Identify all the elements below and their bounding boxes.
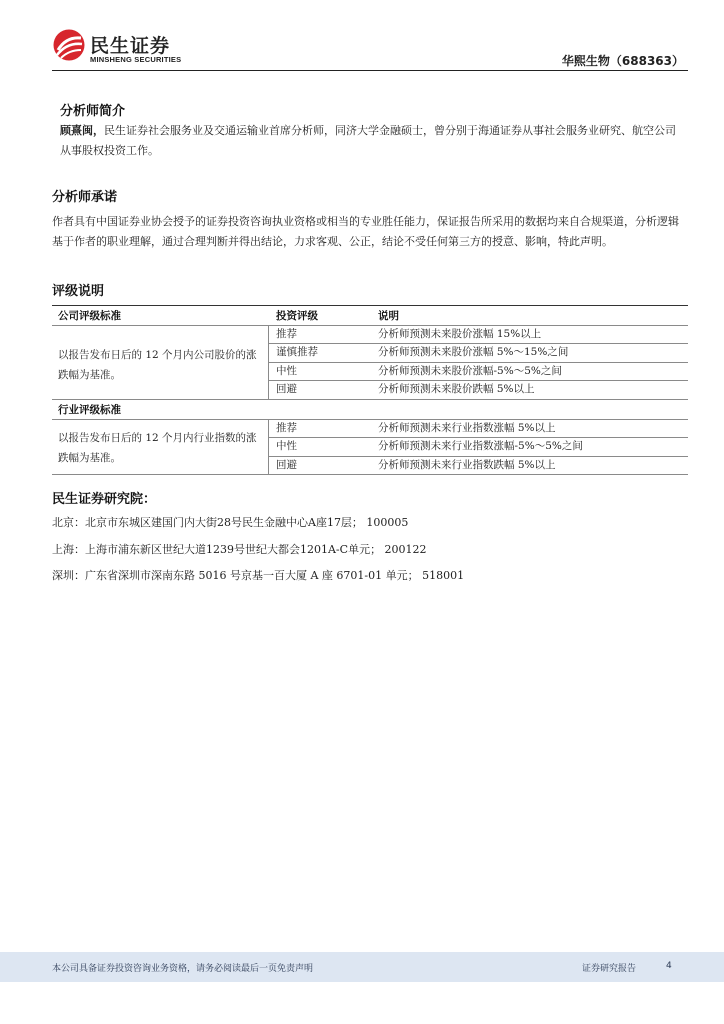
table-rule: [52, 325, 688, 326]
company-ticker: 华熙生物（688363）: [561, 54, 684, 68]
footer-doc-type: 证券研究报告: [582, 964, 637, 974]
address-beijing: 北京：北京市东城区建国门内大街28号民生金融中心A座17层； 100005: [52, 516, 409, 529]
industry-std-header: 行业评级标准: [58, 404, 121, 416]
table-top-border: [52, 305, 688, 306]
analyst-intro-title: 分析师简介: [60, 104, 126, 119]
institute-title: 民生证券研究院：: [52, 492, 157, 507]
commitment-text: 作者具有中国证券业协会授予的证券投资咨询执业资格或相当的专业胜任能力，保证报告所采用的数据均来自合规渠道，分析逻辑基于作者的职业理解，通过合理判断并得出结论，力求客观、公正，结论不受任何第三方的授意、影响，特此声明。: [52, 215, 679, 248]
analyst-bio-text: 民生证券社会服务业及交通运输业首席分析师，同济大学金融硕士，曾分别于海通证券从事社会服务业研究、航空公司从事股权投资工作。: [60, 124, 676, 157]
industry-rating-1: 推荐: [276, 422, 297, 434]
company-std-desc: 以报告发布日后的 12 个月内公司股价的涨跌幅为基准。: [58, 349, 257, 381]
page-number: 4: [666, 961, 672, 971]
table-rule: [52, 419, 688, 420]
company-rating-desc-3: 分析师预测未来股价涨幅-5%～5%之间: [378, 365, 562, 377]
company-std-header: 公司评级标准: [58, 310, 121, 322]
company-rating-2: 谨慎推荐: [276, 346, 318, 358]
analyst-bio: [60, 121, 682, 161]
analyst-name: 顾熹闽，: [60, 124, 104, 137]
invest-rating-header: 投资评级: [276, 310, 318, 322]
company-rating-1: 推荐: [276, 328, 297, 340]
minsheng-logo-icon: [52, 28, 86, 62]
page-footer: [0, 952, 724, 982]
address-shanghai: 上海：上海市浦东新区世纪大道1239号世纪大都会1201A-C单元； 200122: [52, 543, 427, 556]
company-rating-desc-2: 分析师预测未来股价涨幅 5%～15%之间: [378, 346, 569, 358]
explanation-header: 说明: [378, 310, 399, 322]
industry-rating-desc-1: 分析师预测未来行业指数涨幅 5%以上: [378, 422, 556, 434]
table-col-divider: [268, 419, 269, 474]
company-rating-desc-4: 分析师预测未来股价跌幅 5%以上: [378, 383, 535, 395]
header-divider: [52, 70, 688, 71]
company-rating-desc-1: 分析师预测未来股价涨幅 15%以上: [378, 328, 542, 340]
logo-chinese-name: 民生证券: [90, 35, 171, 57]
company-rating-4: 回避: [276, 383, 297, 395]
table-rule: [52, 399, 688, 400]
table-rule: [52, 474, 688, 475]
industry-rating-desc-3: 分析师预测未来行业指数跌幅 5%以上: [378, 459, 556, 471]
address-shenzhen: 深圳：广东省深圳市深南东路 5016 号京基一百大厦 A 座 6701-01 单元； 518001: [52, 569, 465, 582]
company-rating-3: 中性: [276, 365, 297, 377]
logo-english-name: MINSHENG SECURITIES: [90, 55, 182, 64]
rating-title: 评级说明: [52, 284, 105, 299]
industry-rating-desc-2: 分析师预测未来行业指数涨幅-5%～5%之间: [378, 440, 583, 452]
company-logo: [52, 28, 192, 68]
industry-std-desc: 以报告发布日后的 12 个月内行业指数的涨跌幅为基准。: [58, 432, 257, 464]
industry-rating-3: 回避: [276, 459, 297, 471]
commitment-title: 分析师承诺: [52, 190, 118, 205]
footer-disclaimer: 本公司具备证券投资咨询业务资格，请务必阅读最后一页免责声明: [52, 964, 314, 974]
page-header: [0, 0, 724, 72]
industry-rating-2: 中性: [276, 440, 297, 452]
